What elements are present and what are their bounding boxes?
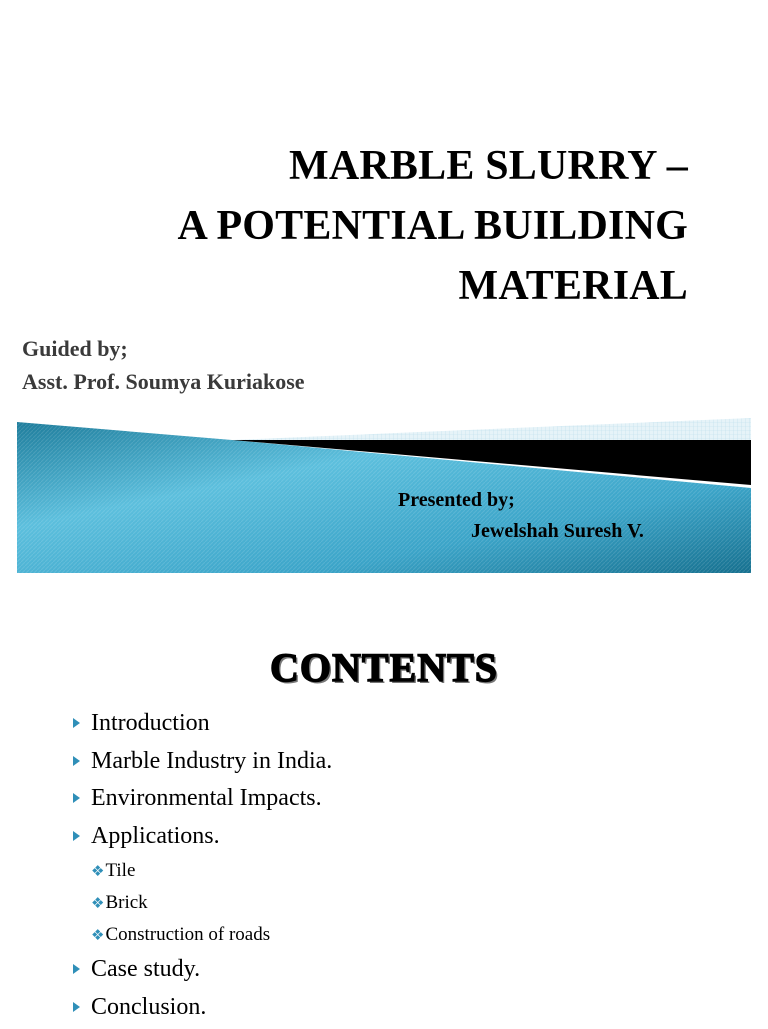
guide-name: Asst. Prof. Soumya Kuriakose [22, 365, 305, 398]
list-item [70, 708, 332, 746]
list-item [70, 746, 332, 784]
presented-by-label: Presented by; [398, 485, 644, 516]
sub-list-item-label: Construction of roads [105, 924, 270, 945]
sub-list-item [70, 922, 332, 954]
diamond-dots-icon: ❖ [91, 862, 104, 880]
diamond-dots-icon: ❖ [91, 894, 104, 912]
title-line-1: MARBLE SLURRY – [178, 136, 688, 196]
contents-slide [0, 600, 768, 1024]
triangle-right-icon [73, 1002, 80, 1012]
guided-by-label: Guided by; [22, 332, 305, 365]
list-item-label: Marble Industry in India. [91, 748, 332, 774]
triangle-right-icon [73, 964, 80, 974]
sub-list-item-label: Brick [105, 892, 147, 913]
guided-by-block [22, 332, 305, 398]
presented-by-block [398, 485, 644, 547]
list-item [70, 954, 332, 992]
diamond-dots-icon: ❖ [91, 926, 104, 944]
title-line-3: MATERIAL [178, 256, 688, 316]
triangle-right-icon [73, 831, 80, 841]
list-item-label: Applications. [91, 823, 220, 849]
triangle-right-icon [73, 756, 80, 766]
list-item [70, 783, 332, 821]
sub-list-item [70, 890, 332, 922]
title-line-2: A POTENTIAL BUILDING [178, 196, 688, 256]
list-item-label: Conclusion. [91, 994, 206, 1020]
list-item [70, 992, 332, 1029]
contents-title: CONTENTS [0, 644, 768, 691]
contents-list [70, 708, 332, 1029]
presenter-name: Jewelshah Suresh V. [398, 516, 644, 547]
triangle-right-icon [73, 718, 80, 728]
list-item-label: Environmental Impacts. [91, 785, 322, 811]
sub-list-item [70, 858, 332, 890]
list-item-label: Introduction [91, 710, 210, 736]
list-item [70, 821, 332, 859]
list-item-label: Case study. [91, 956, 200, 982]
sub-list-item-label: Tile [105, 860, 135, 881]
slide-title [178, 136, 688, 316]
triangle-right-icon [73, 793, 80, 803]
